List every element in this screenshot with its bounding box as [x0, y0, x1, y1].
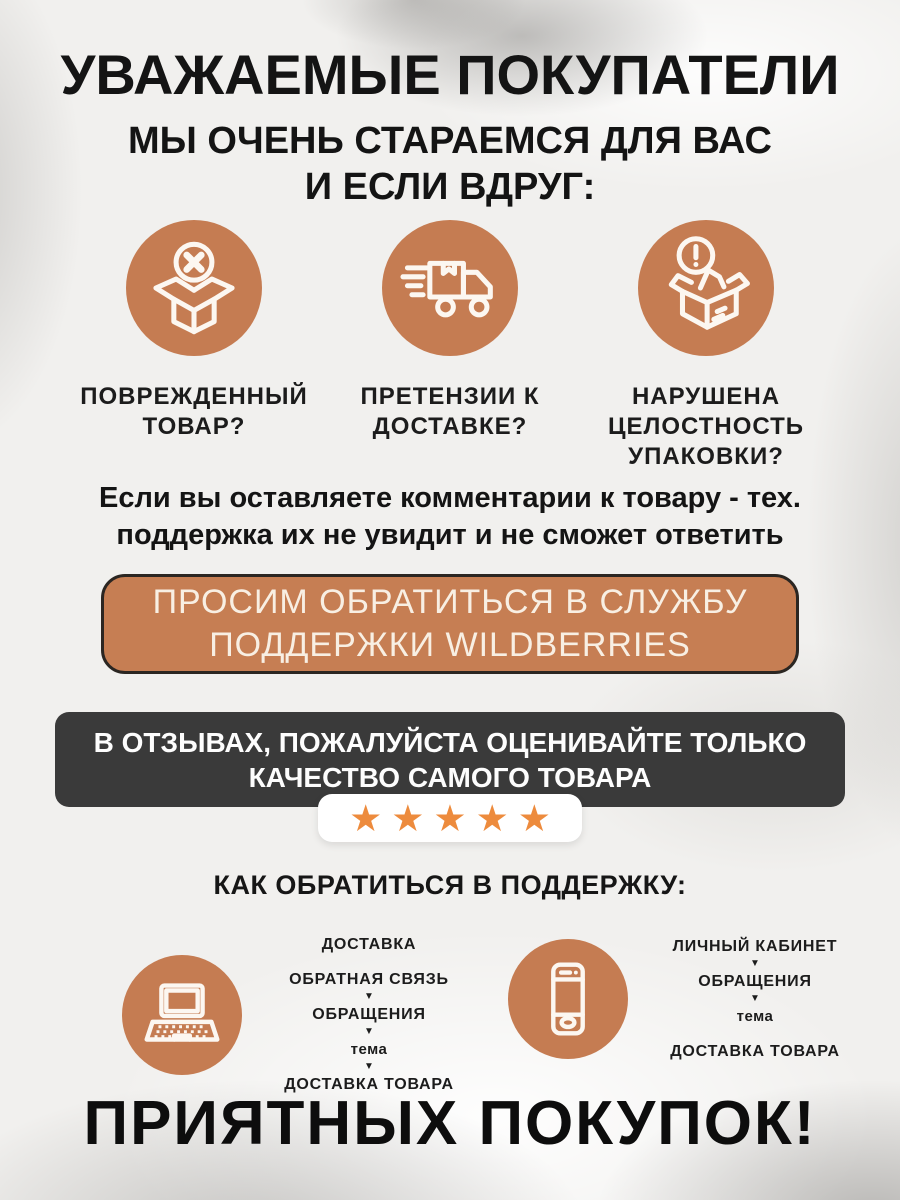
broken-package-icon	[638, 220, 774, 356]
arrow-down-icon: ▼	[364, 991, 374, 1002]
star-icon: ★	[433, 797, 467, 839]
delivery-truck-icon	[382, 220, 518, 356]
footer-title: ПРИЯТНЫХ ПОКУПОК!	[83, 1089, 817, 1158]
review-banner	[55, 712, 845, 807]
page-subtitle-line1: МЫ ОЧЕНЬ СТАРАЕМСЯ ДЛЯ ВАС	[128, 120, 772, 162]
support-button-line1: ПРОСИМ ОБРАТИТЬСЯ В СЛУЖБУ	[152, 583, 748, 621]
laptop-icon	[122, 955, 242, 1075]
star-icon: ★	[391, 797, 425, 839]
how-to-heading: КАК ОБРАТИТЬСЯ В ПОДДЕРЖКУ:	[213, 870, 687, 900]
support-service-button	[101, 574, 799, 674]
mobile-support-flow	[508, 935, 870, 1063]
flow-step: ДОСТАВКА ТОВАРА	[670, 1043, 840, 1060]
flow-step: тема	[350, 1041, 388, 1058]
support-button-line2: ПОДДЕРЖКИ WILDBERRIES	[209, 626, 691, 664]
flow-step: тема	[736, 1008, 774, 1025]
smartphone-icon	[508, 939, 628, 1059]
issue-label: НАРУШЕНА ЦЕЛОСТНОСТЬ УПАКОВКИ?	[607, 383, 805, 470]
issue-card-broken-packaging	[578, 220, 834, 472]
page-subtitle	[0, 118, 900, 210]
star-icon: ★	[517, 797, 551, 839]
support-note-line1: Если вы оставляете комментарии к товару - тех.	[99, 482, 801, 514]
rating-stars	[318, 794, 582, 842]
arrow-down-icon: ▼	[364, 1026, 374, 1037]
flow-step: ДОСТАВКА	[321, 936, 417, 953]
support-note	[0, 480, 900, 554]
mobile-flow-steps	[640, 935, 870, 1063]
review-banner-line2: КАЧЕСТВО САМОГО ТОВАРА	[248, 761, 652, 793]
review-banner-line1: В ОТЗЫВАХ, ПОЖАЛУЙСТА ОЦЕНИВАЙТЕ ТОЛЬКО	[93, 726, 807, 758]
desktop-support-flow	[122, 933, 484, 1096]
arrow-down-icon: ▼	[750, 993, 760, 1004]
arrow-down-icon: ▼	[364, 1061, 374, 1072]
issues-row	[66, 220, 834, 472]
issue-label: ПРЕТЕНЗИИ К ДОСТАВКЕ?	[360, 383, 540, 440]
issue-label: ПОВРЕЖДЕННЫЙ ТОВАР?	[80, 383, 308, 440]
flow-step: ДОСТАВКА ТОВАРА	[284, 1076, 454, 1093]
arrow-down-icon: ▼	[750, 958, 760, 969]
flow-step: ОБРАТНАЯ СВЯЗЬ	[289, 971, 449, 988]
flow-step: ОБРАЩЕНИЯ	[312, 1006, 426, 1023]
issue-card-damaged-goods	[66, 220, 322, 472]
star-icon: ★	[475, 797, 509, 839]
support-note-line2: поддержка их не увидит и не сможет ответить	[116, 519, 784, 551]
flow-step: ОБРАЩЕНИЯ	[698, 973, 812, 990]
star-icon: ★	[349, 797, 383, 839]
issue-card-delivery-claims	[322, 220, 578, 472]
page-subtitle-line2: И ЕСЛИ ВДРУГ:	[304, 166, 596, 208]
page-title: УВАЖАЕМЫЕ ПОКУПАТЕЛИ	[60, 43, 840, 106]
damaged-box-icon	[126, 220, 262, 356]
flow-step: ЛИЧНЫЙ КАБИНЕТ	[672, 938, 838, 955]
desktop-flow-steps	[254, 933, 484, 1096]
